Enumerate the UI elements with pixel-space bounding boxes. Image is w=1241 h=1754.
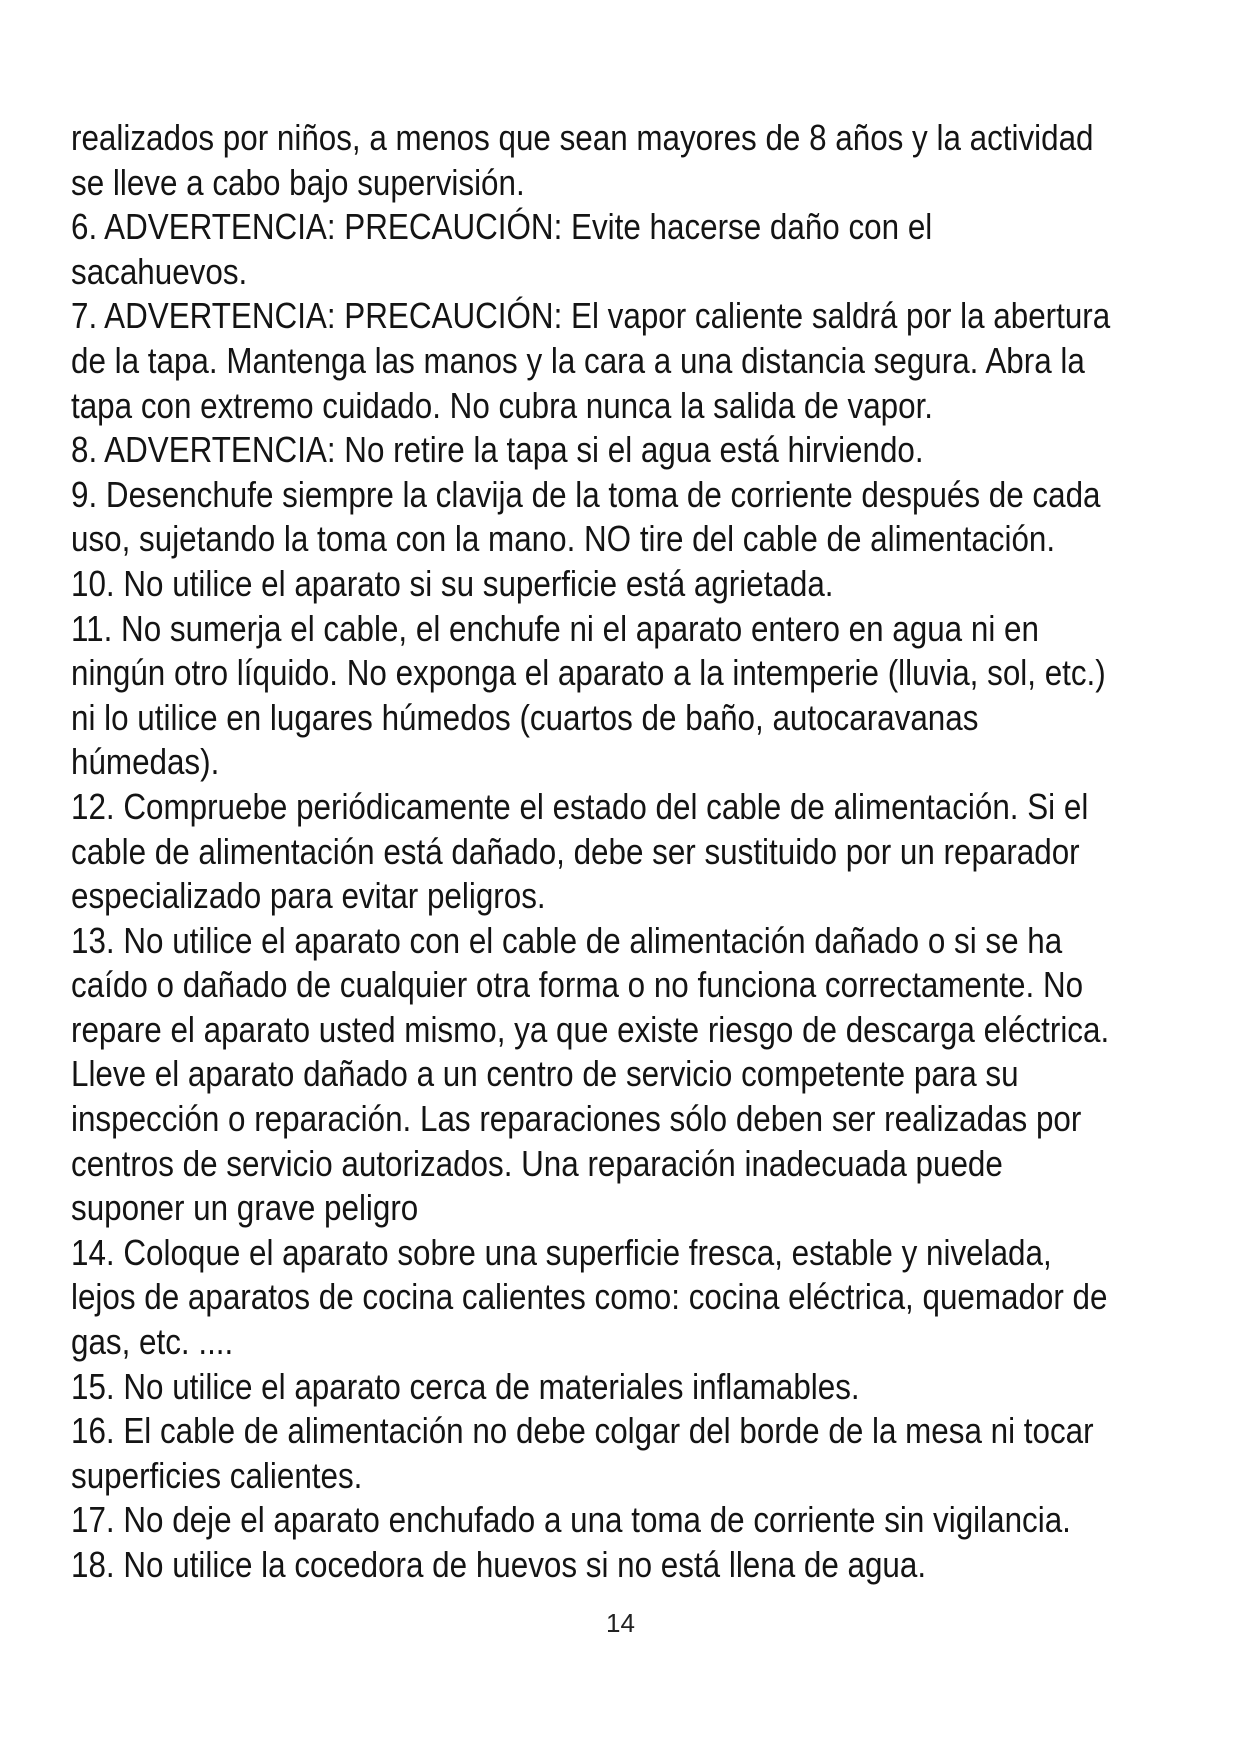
text-line: suponer un grave peligro xyxy=(71,1187,419,1229)
text-line: 9. Desenchufe siempre la clavija de la toma de corriente después de cada xyxy=(71,473,1101,515)
instruction-paragraph xyxy=(71,116,1094,205)
instruction-paragraph xyxy=(71,785,1089,919)
text-line: repare el aparato usted mismo, ya que existe riesgo de descarga eléctrica. xyxy=(71,1008,1110,1050)
text-line: 8. ADVERTENCIA: No retire la tapa si el agua está hirviendo. xyxy=(71,429,924,471)
instruction-paragraph xyxy=(71,294,1111,428)
instruction-paragraph xyxy=(71,1543,1026,1588)
text-line: de la tapa. Mantenga las manos y la cara a una distancia segura. Abra la xyxy=(71,339,1085,381)
text-line: 11. No sumerja el cable, el enchufe ni el aparato entero en agua ni en xyxy=(71,607,1039,649)
text-line: tapa con extremo cuidado. No cubra nunca la salida de vapor. xyxy=(71,384,934,426)
text-line: inspección o reparación. Las reparaciones sólo deben ser realizadas por xyxy=(71,1098,1082,1140)
text-line: húmedas). xyxy=(71,741,220,783)
text-line: 18. No utilice la cocedora de huevos si no está llena de agua. xyxy=(71,1544,927,1585)
text-line: se lleve a cabo bajo supervisión. xyxy=(71,161,525,203)
text-line: 6. ADVERTENCIA: PRECAUCIÓN: Evite hacerse daño con el xyxy=(71,206,933,248)
text-line: 15. No utilice el aparato cerca de materiales inflamables. xyxy=(71,1365,860,1407)
instruction-paragraph xyxy=(71,1409,1094,1498)
text-line: 10. No utilice el aparato si su superficie está agrietada. xyxy=(71,562,834,604)
instruction-paragraph xyxy=(71,473,1101,562)
safety-instructions-text xyxy=(71,116,1111,1588)
instruction-paragraph xyxy=(71,1365,1026,1410)
instruction-paragraph xyxy=(71,205,1026,294)
text-line: superficies calientes. xyxy=(71,1454,363,1496)
text-line: lejos de aparatos de cocina calientes como: cocina eléctrica, quemador de xyxy=(71,1276,1108,1318)
instruction-paragraph xyxy=(71,562,1026,607)
instruction-paragraph xyxy=(71,919,1110,1231)
text-line: cable de alimentación está dañado, debe ser sustituido por un reparador xyxy=(71,830,1080,872)
text-line: 12. Compruebe periódicamente el estado del cable de alimentación. Si el xyxy=(71,785,1089,827)
text-line: 17. No deje el aparato enchufado a una toma de corriente sin vigilancia. xyxy=(71,1499,1071,1541)
text-line: especializado para evitar peligros. xyxy=(71,875,546,917)
text-line: sacahuevos. xyxy=(71,250,248,292)
instruction-paragraph xyxy=(71,607,1106,785)
text-line: centros de servicio autorizados. Una reparación inadecuada puede xyxy=(71,1142,1003,1184)
text-line: Lleve el aparato dañado a un centro de servicio competente para su xyxy=(71,1053,1019,1095)
text-line: 13. No utilice el aparato con el cable de alimentación dañado o si se ha xyxy=(71,919,1063,961)
instruction-paragraph xyxy=(71,1231,1108,1365)
text-line: uso, sujetando la toma con la mano. NO tire del cable de alimentación. xyxy=(71,518,1056,560)
instruction-paragraph xyxy=(71,428,1026,473)
text-line: realizados por niños, a menos que sean mayores de 8 años y la actividad xyxy=(71,117,1094,158)
text-line: 14. Coloque el aparato sobre una superficie fresca, estable y nivelada, xyxy=(71,1231,1052,1273)
text-line: ni lo utilice en lugares húmedos (cuartos de baño, autocaravanas xyxy=(71,696,979,738)
page-number: 14 xyxy=(606,1608,635,1638)
text-line: gas, etc. .... xyxy=(71,1321,234,1363)
text-line: caído o dañado de cualquier otra forma o no funciona correctamente. No xyxy=(71,964,1084,1006)
text-line: 16. El cable de alimentación no debe colgar del borde de la mesa ni tocar xyxy=(71,1410,1094,1452)
text-line: ningún otro líquido. No exponga el aparato a la intemperie (lluvia, sol, etc.) xyxy=(71,652,1106,694)
instruction-paragraph xyxy=(71,1498,1071,1543)
text-line: 7. ADVERTENCIA: PRECAUCIÓN: El vapor caliente saldrá por la abertura xyxy=(71,295,1111,337)
